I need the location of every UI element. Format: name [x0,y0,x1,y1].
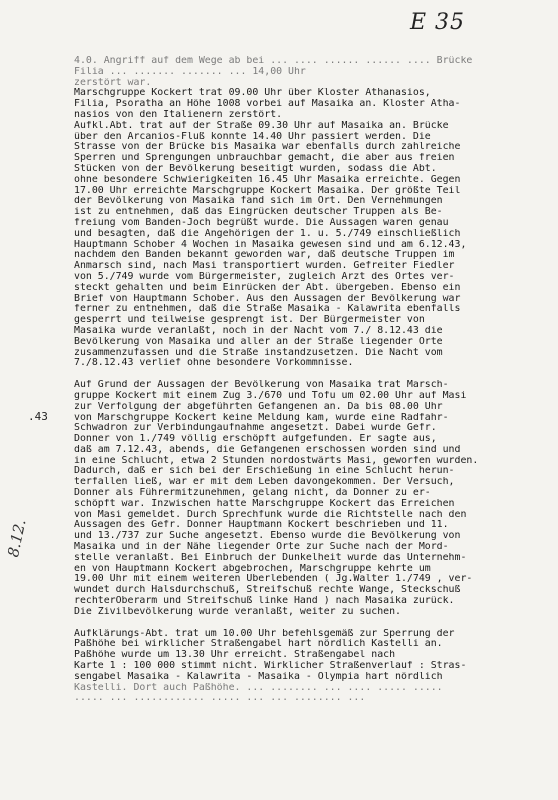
text-line: sengabel Masaika - Kalawrita - Masaika - Olympia hart nördlich [74,671,443,682]
text-line: Karte 1 : 100 000 stimmt nicht. Wirklicher Straßenverlauf : Stras- [74,661,467,672]
text-line: ohne besondere Schwierigkeiten 16.45 Uhr Masaika erreichte. Gegen [74,174,461,185]
text-line: daß am 7.12.43, abends, die Gefangenen erschossen worden sind und [74,444,461,455]
text-line: Anmarsch sind, nach Masi transportiert wurden. Gefreiter Fiedler [74,261,455,272]
text-line: Aufkl.Abt. trat auf der Straße 09.30 Uhr auf Masaika an. Brücke [74,120,449,131]
text-line: zerstört war. [74,77,152,88]
text-line: steckt gehalten und beim Einrücken der Abt. übergeben. Ebenso ein [74,282,461,293]
text-line: schöpft war. Inzwischen hatte Marschgruppe Kockert das Erreichen [74,498,455,509]
text-line: Masaika und in der Nähe liegender Orte zur Suche nach der Mord- [74,542,449,553]
text-line: Masaika wurde veranlaßt, noch in der Nacht vom 7./ 8.12.43 die [74,325,443,336]
text-line: und besagten, daß die Angehörigen der 1. u. 5./749 einschließlich [74,228,461,239]
text-line: Kastelli. Dort auch Paßhöhe. ... ........ ... .... ..... ..... [74,682,443,693]
text-line: en von Hauptmann Kockert abgebrochen, Marschgruppe kehrte um [74,563,431,574]
text-line: ..... ... ............ ..... ... ... ........ ... [74,693,366,704]
paragraph-gap [74,369,548,380]
text-line: gruppe Kockert mit einem Zug 3./670 und Tofu um 02.00 Uhr auf Masi [74,390,467,401]
text-line: Auf Grund der Aussagen der Bevölkerung von Masaika trat Marsch- [74,380,449,391]
text-line: Hauptmann Schober 4 Wochen in Masaika gewesen sind und am 6.12.43, [74,239,467,250]
text-line: über den Arcanios-Fluß konnte 14.40 Uhr passiert werden. Die [74,131,431,142]
text-line: nasios von den Italienern zerstört. [74,109,283,120]
document-body [74,56,548,704]
text-line: Dadurch, daß er sich bei der Erschießung in eine Schlucht herun- [74,466,455,477]
text-line: ferner zu entnehmen, daß die Straße Masaika - Kalawrita ebenfalls [74,304,461,315]
text-line: von Masi gemeldet. Durch Sprechfunk wurde die Richtstelle nach den [74,509,467,520]
text-line: Paßhöhe wurde um 13.30 Uhr erreicht. Straßengabel nach [74,650,396,661]
text-line: 4.0. Angriff auf dem Wege ab bei ... .... ...... ...... .... Brücke [74,56,473,66]
text-line: Strasse von der Brücke bis Masaika war ebenfalls durch zahlreiche [74,142,461,153]
text-line: stelle veranlaßt. Bei Einbruch der Dunkelheit wurde das Unternehm- [74,552,467,563]
paragraph-pursuit [74,380,548,618]
text-line: wundet durch Halsdurchschuß, Streifschuß rechte Wange, Steckschuß [74,585,461,596]
paragraph-gap [74,618,548,629]
text-line: Aussagen des Gefr. Donner Hauptmann Kockert beschrieben und 11. [74,520,449,531]
text-line: freiung vom Banden-Joch begrüßt wurde. Die Aussagen waren genau [74,217,449,228]
text-line: zur Verfolgung der abgeführten Gefangenen an. Da bis 08.00 Uhr [74,401,443,412]
text-line: ist zu entnehmen, daß das Eingrücken deutscher Truppen als Be- [74,207,443,218]
text-line: von 5./749 wurde vom Bürgermeister, zugleich Arzt des Ortes ver- [74,271,455,282]
text-line: Stücken von der Bevölkerung beseitigt wurden, sodass die Abt. [74,163,437,174]
text-line: Filia ... ....... ....... ... 14,00 Uhr [74,66,306,77]
text-line: Donner von 1./749 völlig erschöpft aufgefunden. Er sagte aus, [74,434,437,445]
text-line: zusammenzufassen und die Straße instandzusetzen. Die Nacht vom [74,347,443,358]
text-line: 7./8.12.43 verlief ohne besondere Vorkommnisse. [74,358,354,369]
margin-time-annotation: .43 [28,410,48,423]
text-line: Schwadron zur Verbindungaufnahme angesetzt. Dabei wurde Gefr. [74,423,437,434]
text-line: gesperrt und teilweise gesprengt ist. Der Bürgermeister von [74,315,425,326]
text-line: terfallen ließ, war er mit dem Leben davongekommen. Der Versuch, [74,477,455,488]
text-line: 19.00 Uhr mit einem weiteren Überlebenden ( Jg.Walter 1./749 , ver- [74,574,473,585]
page-number: E 35 [410,10,466,35]
text-line: rechterOberarm und Streifschuß linke Hand ) nach Masaika zurück. [74,596,455,607]
text-line: Brief von Hauptmann Schober. Aus den Aussagen der Bevölkerung war [74,293,461,304]
text-line: nachdem den Banden bekannt geworden war, daß deutsche Truppen im [74,250,455,261]
text-line: Filia, Psoratha an Höhe 1008 vorbei auf Masaika an. Kloster Atha- [74,99,461,110]
text-line: Bevölkerung von Masaika und aller an der Straße liegender Orte [74,336,443,347]
text-line: Marschgruppe Kockert trat 09.00 Uhr über Kloster Athanasios, [74,88,431,99]
text-line: von Marschgruppe Kockert keine Meldung kam, wurde eine Radfahr- [74,412,449,423]
paragraph-advance [74,56,548,369]
text-line: Sperren und Sprengungen unbrauchbar gemacht, die aber aus freien [74,153,455,164]
paragraph-reconnaissance [74,629,548,705]
text-line: der Bevölkerung von Masaika fand sich im Ort. Den Vernehmungen [74,196,443,207]
text-line: Aufklärungs-Abt. trat um 10.00 Uhr befehlsgemäß zur Sperrung der [74,628,455,639]
margin-date-annotation: 8.12. [4,517,30,559]
text-line: 17.00 Uhr erreichte Marschgruppe Kockert Masaika. Der größte Teil [74,185,461,196]
text-line: Donner als Führermitzunehmen, gelang nicht, da Donner zu er- [74,488,431,499]
text-line: in eine Schlucht, etwa 2 Stunden nordostwärts Masi, geworfen wurden. [74,455,479,466]
text-line: und 13./737 zur Suche angesetzt. Ebenso wurde die Bevölkerung von [74,531,461,542]
text-line: Die Zivilbevölkerung wurde veranlaßt, weiter zu suchen. [74,606,401,617]
text-line: Paßhöhe bei wirklicher Straßengabel hart nördlich Kastelli an. [74,639,443,650]
